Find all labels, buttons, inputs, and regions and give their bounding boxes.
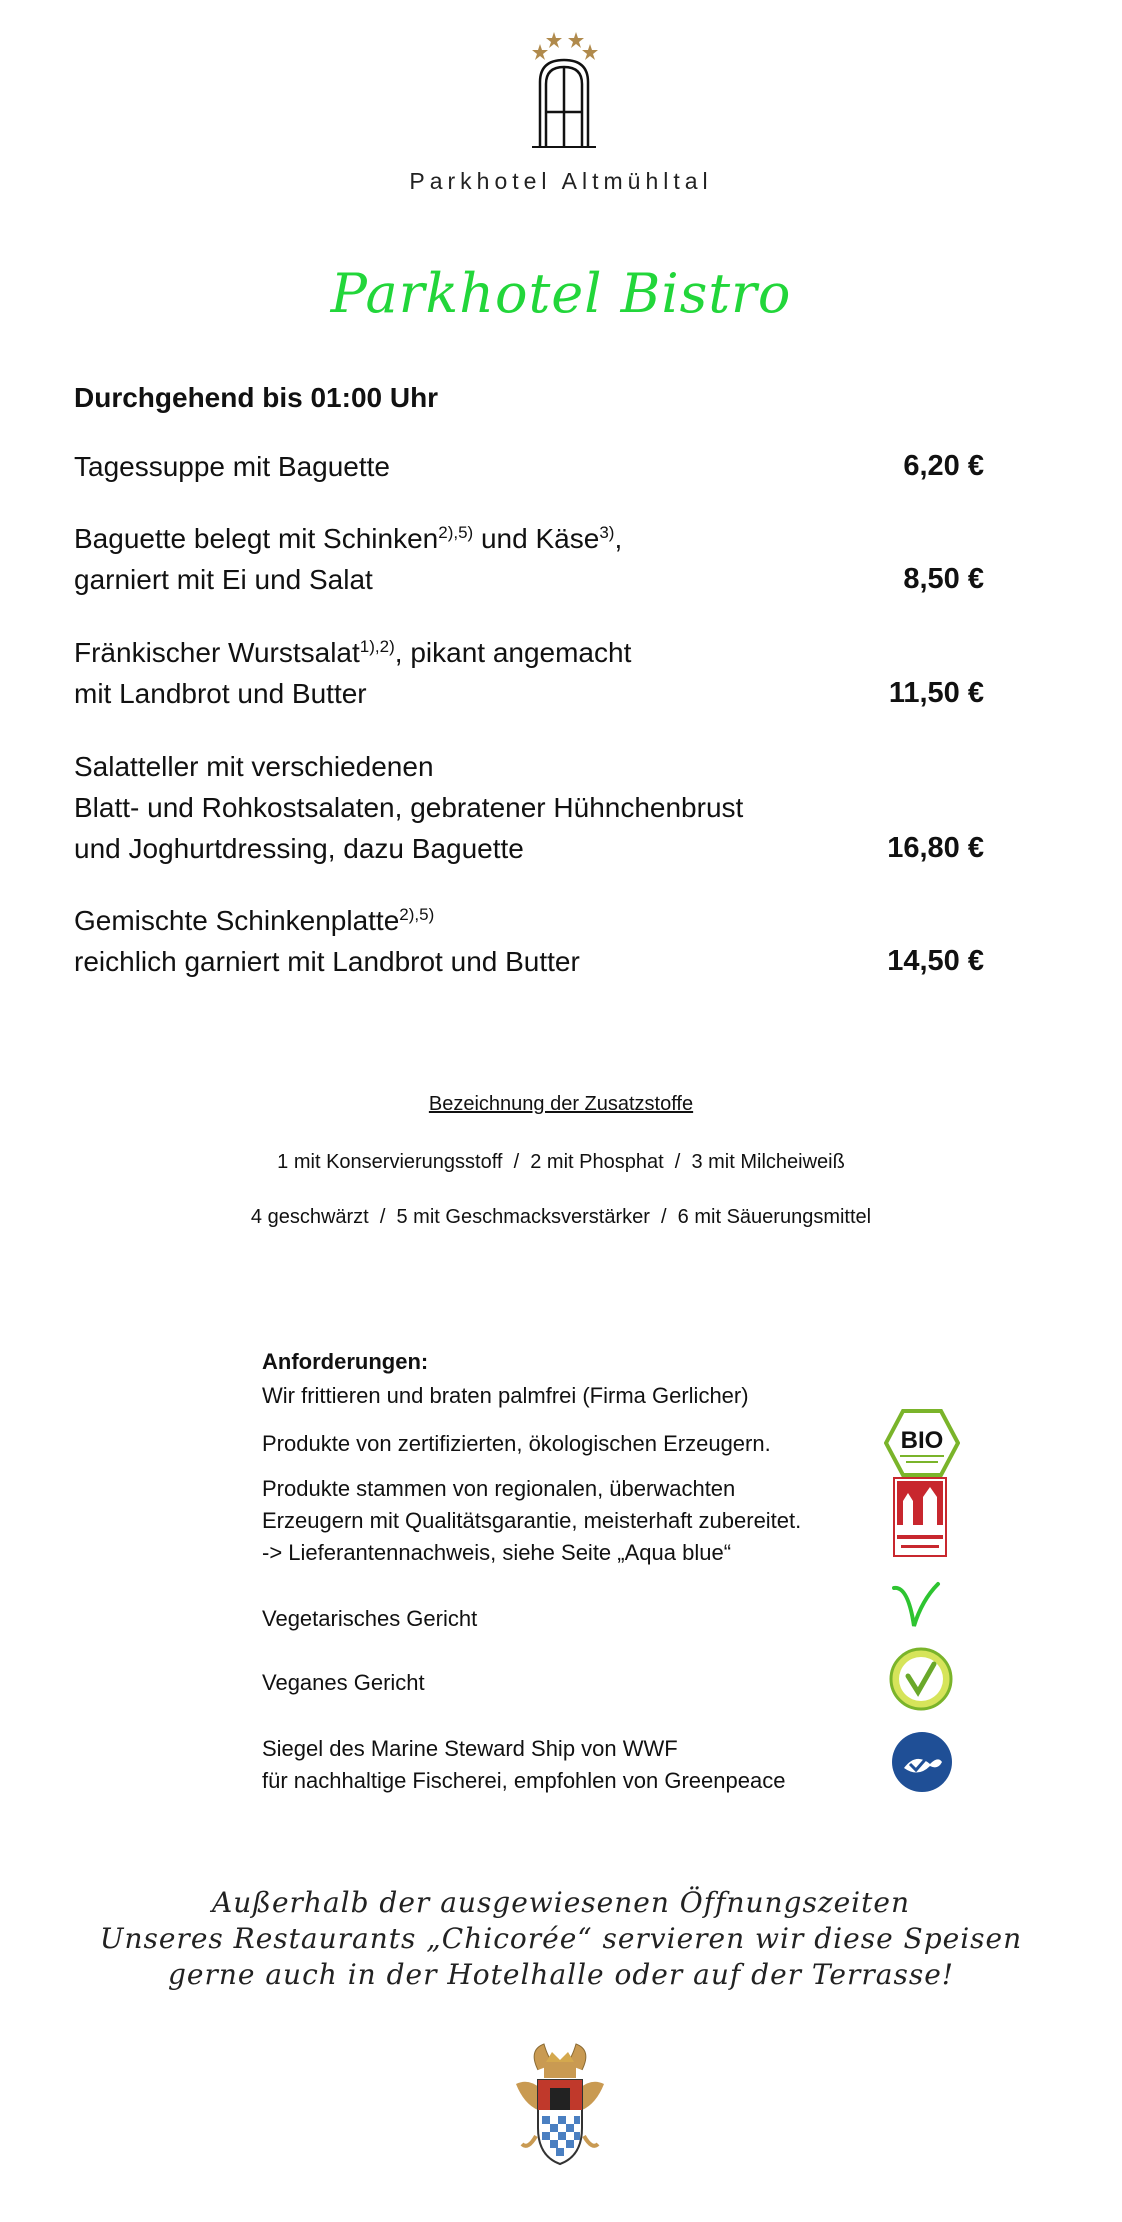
coat-of-arms-icon <box>508 2040 612 2170</box>
menu-item-line: reichlich garniert mit Landbrot und Butter <box>74 946 580 977</box>
menu-item-line: Blatt- und Rohkostsalaten, gebratener Hühnchenbrust <box>74 792 744 823</box>
menu-item-line: mit Landbrot und Butter <box>74 678 367 709</box>
vegan-seal-icon <box>888 1646 954 1712</box>
hotel-name: Parkhotel Altmühltal <box>409 168 713 194</box>
additives-heading: Bezeichnung der Zusatzstoffe <box>428 1093 694 1115</box>
menu-item-line: Fränkischer Wurstsalat$^{1),2)}$, pikant angemacht <box>74 637 632 668</box>
additive-ref: 3) <box>599 523 615 542</box>
menu-item-price: 14,50 € <box>887 945 984 977</box>
vegan-note: Veganes Gericht <box>262 1670 425 1695</box>
additive-ref: 1),2) <box>359 637 395 656</box>
menu-item <box>74 446 984 487</box>
additive-ref: 2),5) <box>399 905 435 924</box>
additives-line: 1 mit Konservierungsstoff / 2 mit Phosphat / 3 mit Milcheiweiß <box>277 1151 845 1173</box>
opening-hours: Durchgehend bis 01:00 Uhr <box>74 382 439 413</box>
menu-item-price: 6,20 € <box>903 450 984 482</box>
requirements-heading: Anforderungen: <box>262 1349 429 1374</box>
menu-item <box>74 900 984 982</box>
menu-item-line: Baguette belegt mit Schinken$^{2),5)}$ und Käse$^{3)}$, <box>74 523 623 554</box>
menu-item-line: Tagessuppe mit Baguette <box>74 451 390 482</box>
msc-note: Siegel des Marine Steward Ship von WWF für nachhaltige Fischerei, empfohlen von Greenpeace <box>262 1736 786 1793</box>
menu-item <box>74 632 984 714</box>
menu-item-line: Salatteller mit verschiedenen <box>74 751 434 782</box>
hotel-window-logo-icon <box>526 30 602 150</box>
menu-item <box>74 746 984 869</box>
palmfree-note: Wir frittieren und braten palmfrei (Firma Gerlicher) <box>262 1383 749 1408</box>
regional-note: Produkte stammen von regionalen, überwachten Erzeugern mit Qualitätsgarantie, meisterhaft zubereitet. -> Lieferantennachweis, siehe Seite „Aqua blue“ <box>262 1476 802 1565</box>
bio-seal-label: BIO <box>900 1427 944 1454</box>
menu-item-line: und Joghurtdressing, dazu Baguette <box>74 833 524 864</box>
menu-item-line: Gemischte Schinkenplatte$^{2),5)}$ <box>74 905 435 936</box>
menu-item <box>74 518 984 600</box>
vegetarian-note: Vegetarisches Gericht <box>262 1606 478 1631</box>
closing-note: Außerhalb der ausgewiesenen Öffnungszeiten Unseres Restaurants „Chicorée“ servieren wir diese Speisen gerne auch in der Hotelhalle oder auf der Terrasse! <box>99 1886 1023 1991</box>
menu-item-price: 11,50 € <box>888 677 984 709</box>
msc-seal-icon <box>890 1730 954 1794</box>
vegetarian-v-icon <box>888 1580 944 1636</box>
menu-item-line: garniert mit Ei und Salat <box>74 564 373 595</box>
additive-ref: 2),5) <box>438 523 474 542</box>
menu-item-price: 8,50 € <box>903 563 984 595</box>
page-title: Parkhotel Bistro <box>330 262 792 325</box>
additives-line: 4 geschwärzt / 5 mit Geschmacksverstärker / 6 mit Säuerungsmittel <box>250 1206 872 1228</box>
menu-item-price: 16,80 € <box>887 832 984 864</box>
bio-note: Produkte von zertifizierten, ökologischen Erzeugern. <box>262 1431 771 1456</box>
regional-seal-icon <box>893 1477 947 1557</box>
bio-seal-icon <box>884 1408 960 1478</box>
